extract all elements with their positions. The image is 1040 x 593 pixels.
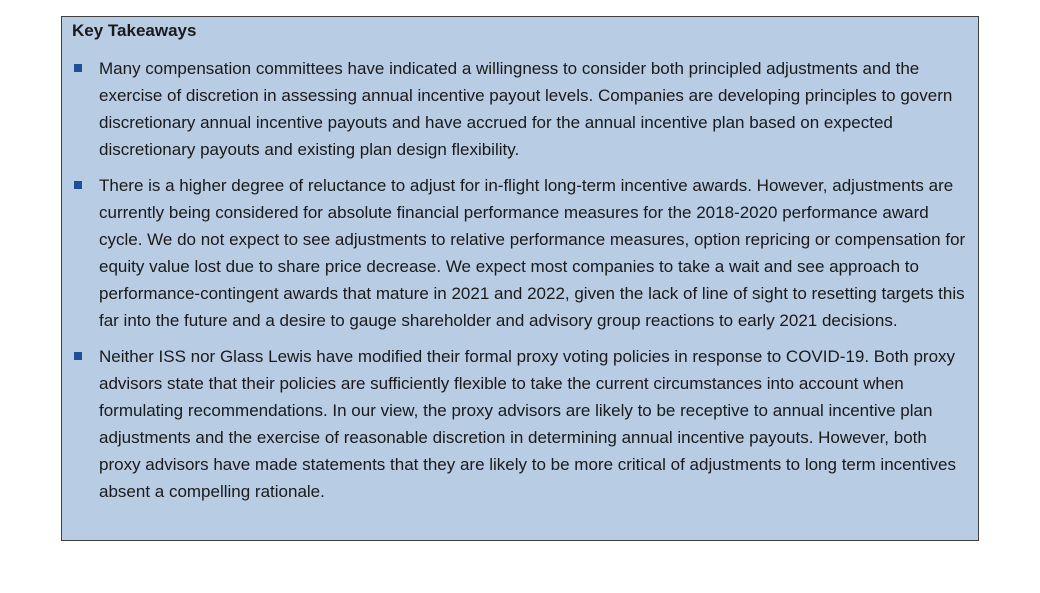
square-bullet-icon — [74, 181, 82, 189]
list-item — [62, 343, 978, 505]
square-bullet-icon — [74, 64, 82, 72]
square-bullet-icon — [74, 352, 82, 360]
list-item-text: Neither ISS nor Glass Lewis have modified their formal proxy voting policies in response to COVID-19. Both proxy advisors state that their policies are sufficiently flexible to take the current circumstances into account when formulating recommendations. In our view, the proxy advisors are likely to be receptive to annual incentive plan adjustments and the exercise of reasonable discretion in determining annual incentive payouts. However, both proxy advisors have made statements that they are likely to be more critical of adjustments to long term incentives absent a compelling rationale. — [99, 347, 957, 501]
list-item — [62, 172, 978, 334]
list-item-text: There is a higher degree of reluctance to adjust for in-flight long-term incentive awards. However, adjustments are currently being considered for absolute financial performance measures for the 2018-2020 performance award cycle. We do not expect to see adjustments to relative performance measures, option repricing or compensation for equity value lost due to share price decrease. We expect most companies to take a wait and see approach to performance-contingent awards that mature in 2021 and 2022, given the lack of line of sight to resetting targets this far into the future and a desire to gauge shareholder and advisory group reactions to early 2021 decisions. — [99, 176, 966, 330]
list-item-text: Many compensation committees have indicated a willingness to consider both principled adjustments and the exercise of discretion in assessing annual incentive payout levels. Companies are developing principles to govern discretionary annual incentive payouts and have accrued for the annual incentive plan based on expected discretionary payouts and existing plan design flexibility. — [99, 59, 953, 159]
list-item — [62, 55, 978, 163]
box-title: Key Takeaways — [72, 21, 197, 40]
key-takeaways-box — [61, 16, 979, 541]
takeaways-list — [62, 55, 978, 514]
